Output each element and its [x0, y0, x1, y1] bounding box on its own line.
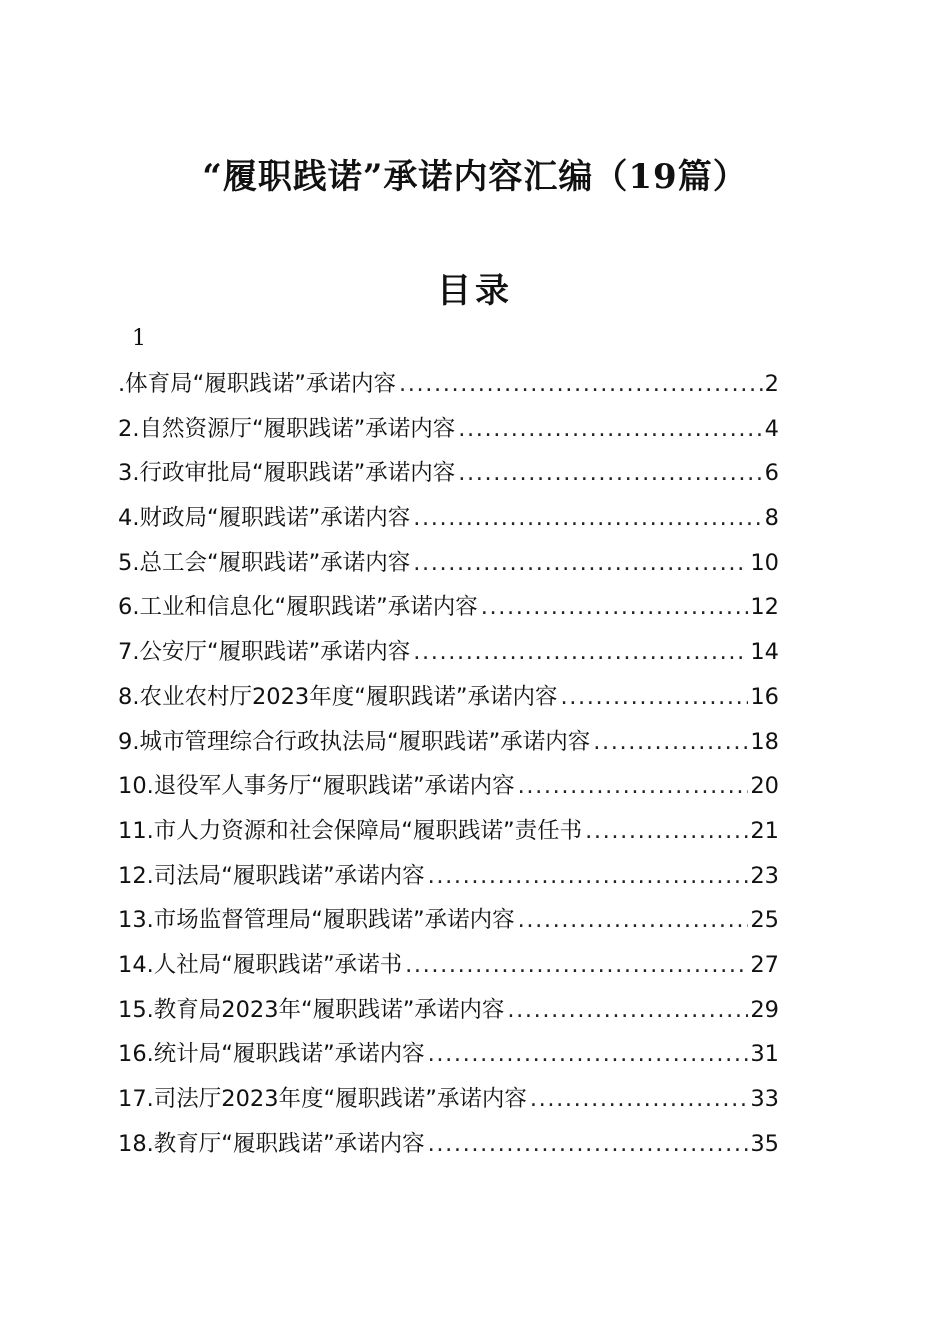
toc-leader-dots	[399, 362, 763, 407]
toc-leader-dots	[593, 720, 748, 765]
toc-entry-9[interactable]	[118, 720, 779, 765]
toc-entry-4[interactable]	[118, 496, 779, 541]
toc-entry-title: 4.财政局“履职践诺”承诺内容	[118, 505, 411, 532]
toc-leader-dots	[413, 496, 762, 541]
toc-entry-page: 27	[750, 951, 779, 978]
toc-leader-dots	[518, 898, 749, 943]
toc-entry-page: 18	[750, 728, 779, 755]
toc-leader-dots	[507, 988, 748, 1033]
toc-entry-page: 33	[750, 1086, 779, 1112]
toc-entry-page: 10	[750, 549, 779, 576]
toc-entry-3[interactable]	[118, 451, 779, 496]
toc-entry-2[interactable]	[118, 407, 779, 452]
stray-number: 1	[132, 326, 146, 351]
toc-entry-5[interactable]	[118, 541, 779, 586]
toc-leader-dots	[481, 585, 749, 630]
toc-entry-7[interactable]	[118, 630, 779, 675]
toc-leader-dots	[413, 541, 748, 586]
toc-entry-title: 10.退役军人事务厅“履职践诺”承诺内容	[118, 773, 515, 800]
toc-leader-dots	[428, 854, 749, 899]
toc-leader-dots	[405, 943, 748, 988]
toc-entry-title: 7.公安厅“履职践诺”承诺内容	[118, 639, 411, 666]
toc-entry-16[interactable]	[118, 1032, 779, 1077]
toc-heading: 目录	[437, 271, 513, 311]
toc-entry-page: 8	[764, 505, 779, 532]
toc-entry-title: 14.人社局“履职践诺”承诺书	[118, 951, 403, 978]
toc-leader-dots	[413, 630, 748, 675]
toc-entry-page: 25	[750, 907, 779, 934]
toc-entry-title: 13.市场监督管理局“履职践诺”承诺内容	[118, 907, 515, 934]
toc-entry-13[interactable]	[118, 898, 779, 943]
toc-entry-title: 11.市人力资源和社会保障局“履职践诺”责任书	[118, 817, 583, 844]
toc-entry-title: 18.教育厅“履职践诺”承诺内容	[118, 1130, 425, 1157]
toc-leader-dots	[458, 407, 762, 452]
toc-entry-page: 6	[764, 460, 779, 487]
toc-entry-title: 3.行政审批局“履职践诺”承诺内容	[118, 460, 456, 487]
toc-entry-18[interactable]	[118, 1122, 779, 1167]
toc-entry-page: 21	[750, 817, 779, 844]
toc-entry-page: 14	[750, 639, 779, 666]
toc-entry-title: 12.司法局“履职践诺”承诺内容	[118, 862, 425, 889]
toc-entry-page: 4	[764, 415, 779, 442]
toc-entry-15[interactable]	[118, 988, 779, 1033]
toc-entry-title: 2.自然资源厅“履职践诺”承诺内容	[118, 415, 456, 442]
toc-entry-title: 9.城市管理综合行政执法局“履职践诺”承诺内容	[118, 728, 591, 755]
toc-entry-page: 2	[764, 371, 779, 397]
toc-leader-dots	[518, 764, 749, 809]
toc-entry-page: 20	[750, 773, 779, 800]
toc-leader-dots	[530, 1077, 749, 1122]
toc-entry-page: 16	[750, 683, 779, 710]
toc-entry-title: 6.工业和信息化“履职践诺”承诺内容	[118, 594, 478, 621]
toc-entry-page: 31	[750, 1041, 779, 1068]
toc-entry-11[interactable]	[118, 809, 779, 854]
toc-entry-1[interactable]	[118, 362, 779, 407]
toc-entry-14[interactable]	[118, 943, 779, 988]
toc-entry-8[interactable]	[118, 675, 779, 720]
toc-entry-title: 5.总工会“履职践诺”承诺内容	[118, 549, 411, 576]
toc-entry-10[interactable]	[118, 764, 779, 809]
toc-entry-page: 29	[750, 996, 779, 1023]
toc-entry-title: .体育局“履职践诺”承诺内容	[118, 371, 396, 397]
toc-entry-title: 17.司法厅2023年度“履职践诺”承诺内容	[118, 1086, 527, 1112]
toc-entry-17[interactable]	[118, 1077, 779, 1122]
toc-entry-title: 16.统计局“履职践诺”承诺内容	[118, 1041, 425, 1068]
toc-leader-dots	[585, 809, 748, 854]
toc-leader-dots	[428, 1122, 749, 1167]
toc-entry-6[interactable]	[118, 585, 779, 630]
toc-leader-dots	[428, 1032, 749, 1077]
toc-leader-dots	[561, 675, 749, 720]
toc-entry-title: 8.农业农村厅2023年度“履职践诺”承诺内容	[118, 683, 558, 710]
toc-entry-page: 12	[750, 594, 779, 621]
toc-entry-page: 23	[750, 862, 779, 889]
document-title: “履职践诺”承诺内容汇编（19篇）	[202, 157, 748, 197]
toc-entry-page: 35	[750, 1130, 779, 1157]
table-of-contents	[118, 362, 779, 1166]
toc-entry-title: 15.教育局2023年“履职践诺”承诺内容	[118, 996, 505, 1023]
toc-leader-dots	[458, 451, 762, 496]
toc-entry-12[interactable]	[118, 854, 779, 899]
